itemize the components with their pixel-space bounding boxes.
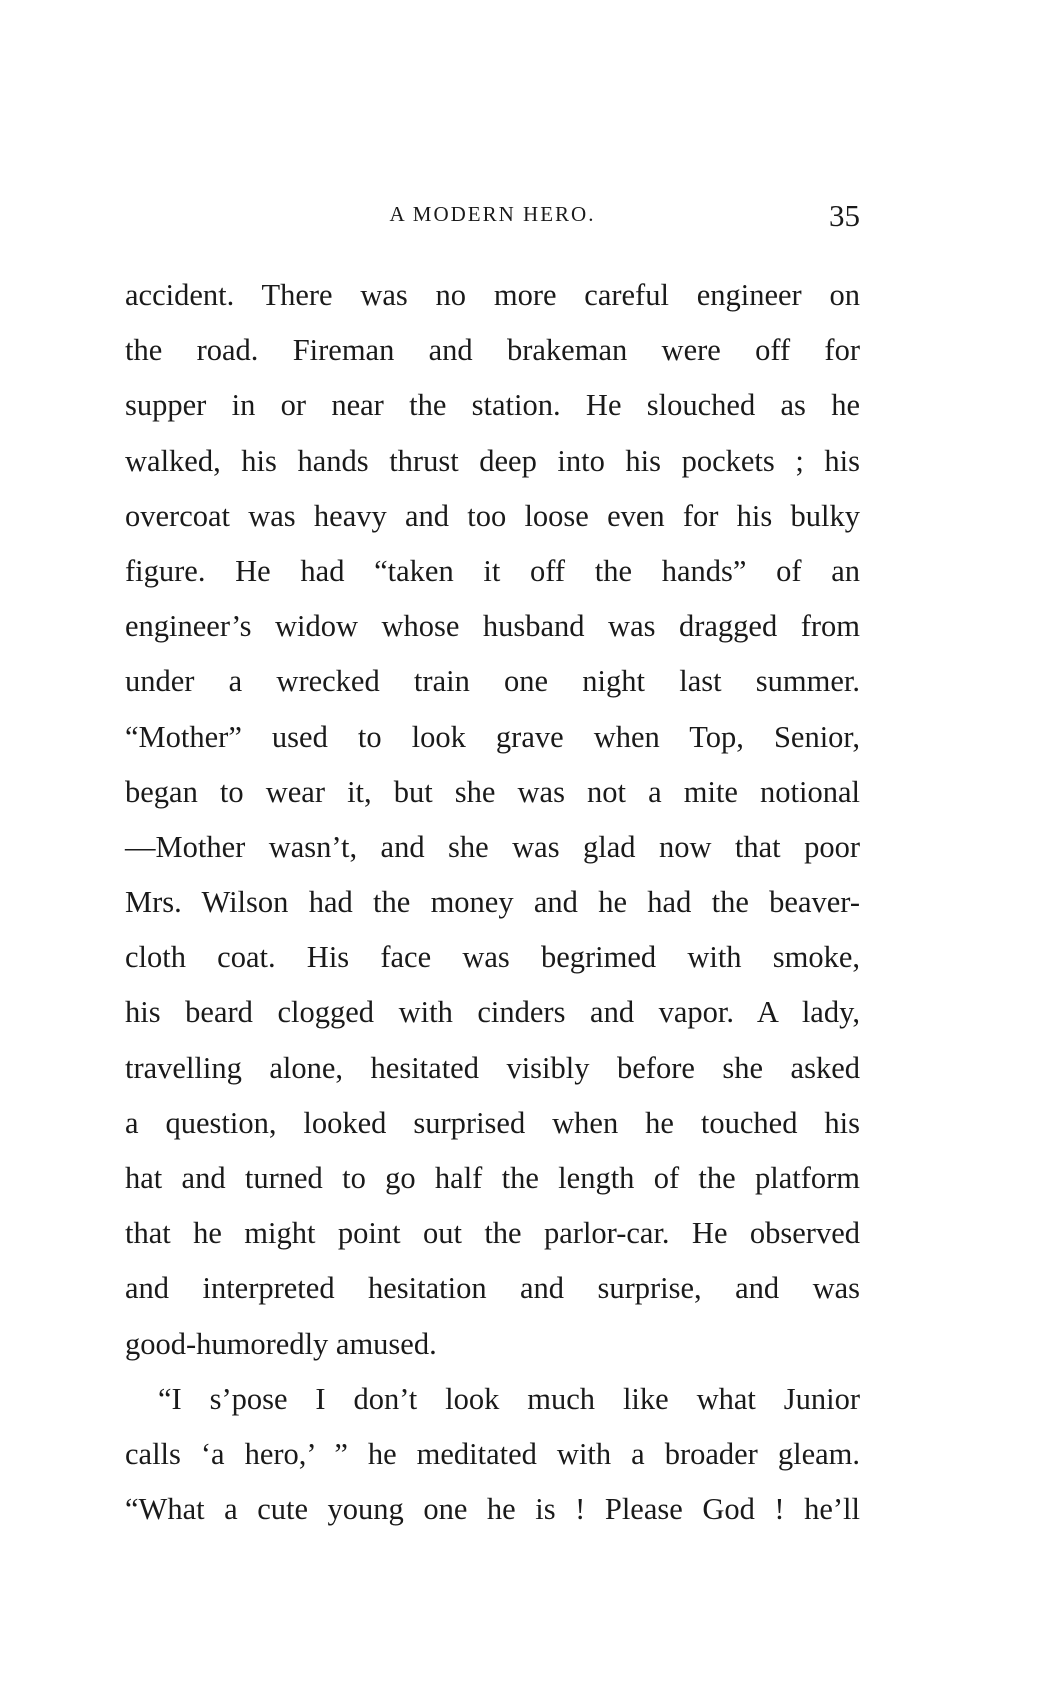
text-line: —Mother wasn’t, and she was glad now that poor [125,829,860,864]
text-line: overcoat was heavy and too loose even for his bulky [125,498,860,533]
text-line: Mrs. Wilson had the money and he had the beaver- [125,885,860,920]
text-line: accident. There was no more careful engineer on [125,278,860,312]
text-line: supper in or near the station. He slouched as he [125,388,860,423]
text-line: calls ‘a hero,’ ” he meditated with a broader gleam. [125,1436,860,1471]
page-number: 35 [829,198,860,233]
running-title: A MODERN HERO. [389,202,596,226]
running-head [125,198,860,238]
text-line: a question, looked surprised when he touched his [125,1105,860,1140]
text-line: under a wrecked train one night last summer. [125,664,860,699]
text-line: his beard clogged with cinders and vapor. A lady, [125,995,860,1030]
body-text [125,268,860,1537]
text-line: travelling alone, hesitated visibly before she asked [125,1050,860,1085]
text-line: cloth coat. His face was begrimed with smoke, [125,940,860,975]
text-line: walked, his hands thrust deep into his pockets ; his [125,443,860,478]
text-line: began to wear it, but she was not a mite notional [125,774,860,809]
paragraph-end-line: good-humoredly amused. [125,1326,437,1361]
text-line: “What a cute young one he is ! Please God ! he’ll [125,1492,860,1527]
text-line: engineer’s widow whose husband was dragged from [125,609,860,644]
text-line: hat and turned to go half the length of the platform [125,1161,860,1195]
text-line: the road. Fireman and brakeman were off for [125,333,860,368]
text-line: and interpreted hesitation and surprise, and was [125,1271,860,1306]
text-line: “Mother” used to look grave when Top, Senior, [125,719,860,754]
paragraph-start-line: “I s’pose I don’t look much like what Junior [158,1381,860,1416]
text-line: that he might point out the parlor-car. He observed [125,1216,860,1251]
text-line: figure. He had “taken it off the hands” of an [125,553,860,588]
